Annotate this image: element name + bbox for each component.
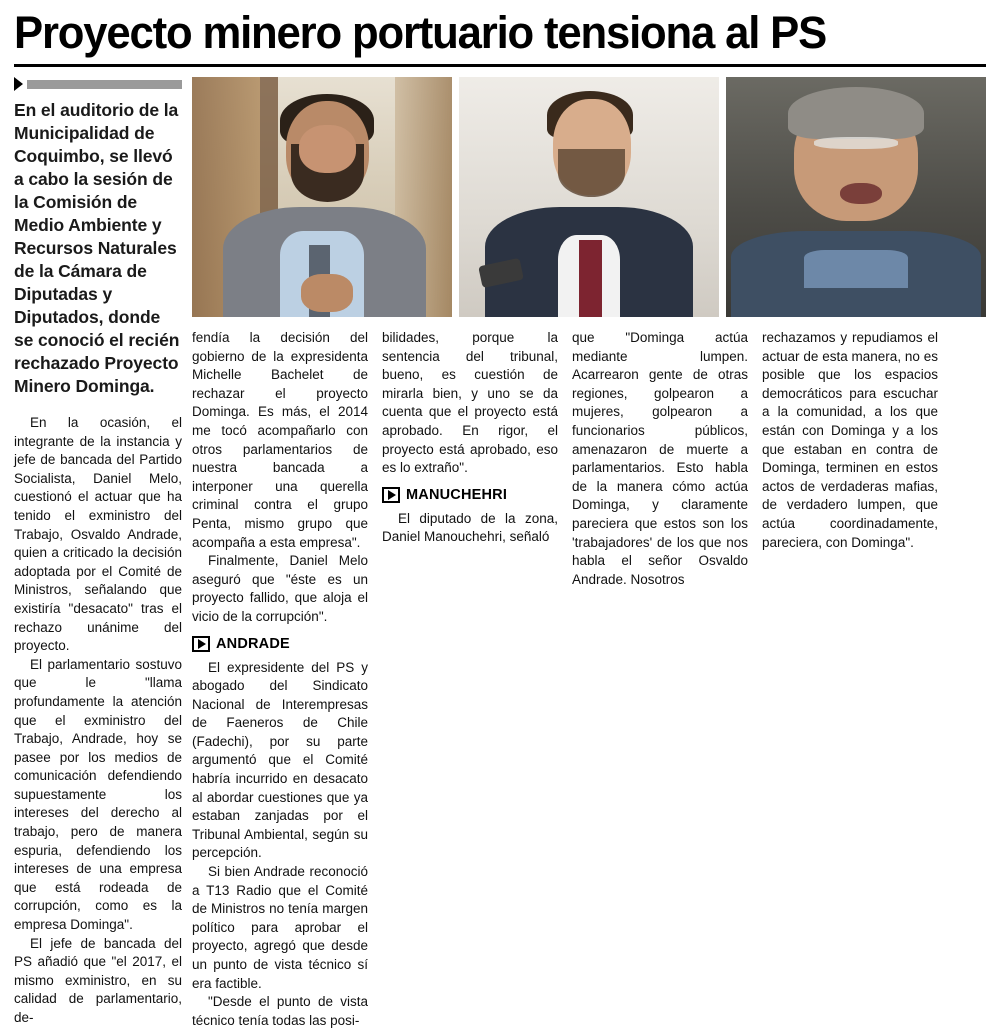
- column-3: [572, 329, 748, 1030]
- photo-row: [192, 77, 986, 317]
- play-triangle-icon: [382, 487, 400, 503]
- paragraph: "Desde el punto de vista técnico tenía todas las posi-: [192, 994, 368, 1028]
- paragraph: Finalmente, Daniel Melo aseguró que "éste es un proyecto fallido, que aloja el vicio de la corrupción".: [192, 553, 368, 624]
- section-subhead-manuchehri: [382, 487, 558, 503]
- paragraph: El jefe de bancada del PS añadió que "el 2017, el mismo exministro, en su calidad de parlamentario, de-: [14, 935, 182, 1025]
- lead-marker: [14, 77, 182, 91]
- text-columns: [192, 329, 986, 1030]
- column-1: [192, 329, 368, 1030]
- column-4: [762, 329, 938, 1030]
- lead-paragraph: En el auditorio de la Municipalidad de Coquimbo, se llevó a cabo la sesión de la Comisión de Medio Ambiente y Recursos Naturales de la Cámara de Diputadas y Diputados, donde se conoció el recién rechazado Proyecto Minero Dominga.: [14, 100, 180, 396]
- paragraph: Si bien Andrade reconoció a T13 Radio que el Comité de Ministros no tenía margen político para aprobar el proyecto, agregó que desde un punto de vista técnico sí era factible.: [192, 864, 368, 991]
- subhead-label: MANUCHEHRI: [406, 486, 508, 503]
- lead-column: [14, 77, 192, 1030]
- page-title: Proyecto minero portuario tensiona al PS: [14, 7, 827, 58]
- article-body: [0, 77, 1000, 1030]
- paragraph: El expresidente del PS y abogado del Sindicato Nacional de Interempresas de Faeneros de Chile (Fadechi), por su parte argumentó que el Comité habría incurrido en desacato al abordar cuestiones que ya estaban zanjadas por el Tribunal Ambiental, según su percepción.: [192, 659, 368, 861]
- lead-rule: [27, 80, 182, 89]
- headline-container: [0, 0, 1000, 58]
- paragraph: El parlamentario sostuvo que le "llama profundamente la atención que el exministro del Trabajo, Andrade, hoy se pasee por los medios de comunicación defendiendo supuestamente los intereses del derecho al trabajo, pero de manera espuria, defendiendo los intereses de una empresa que está rodeada de corrupción, como es la empresa Dominga".: [14, 656, 182, 933]
- lead-body: [14, 414, 182, 1028]
- photo-daniel-melo: [192, 77, 452, 317]
- paragraph: bilidades, porque la sentencia del tribunal, bueno, es cuestión de mirarla bien, y uno se da cuenta que el proyecto está aprobado. En rigor, el proyecto está aprobado, eso es lo extraño".: [382, 330, 558, 476]
- play-triangle-icon: [192, 636, 210, 652]
- paragraph: El diputado de la zona, Daniel Manouchehri, señaló: [382, 510, 558, 545]
- header-divider: [14, 64, 986, 67]
- subhead-label: ANDRADE: [216, 635, 290, 652]
- paragraph: fendía la decisión del gobierno de la expresidenta Michelle Bachelet de rechazar el proyecto Dominga. Es más, el 2014 me tocó acompañarlo con otros parlamentarios de nuestra bancada a interponer una querella criminal contra el grupo Penta, mismo grupo que acompaña a esta empresa".: [192, 330, 368, 550]
- photo-osvaldo-andrade: [726, 77, 986, 317]
- section-subhead-andrade: [192, 636, 368, 652]
- paragraph: En la ocasión, el integrante de la instancia y jefe de bancada del Partido Socialista, Daniel Melo, cuestionó el actuar que ha tenido el exministro del Trabajo, Osvaldo Andrade, quien a criticado la decisión adoptada por el Comité de Ministros, señalando que existiría "desacato" tras el rechazo unánime del proyecto.: [14, 415, 182, 654]
- column-2: [382, 329, 558, 1030]
- play-triangle-icon: [14, 77, 23, 91]
- photo-daniel-manouchehri: [459, 77, 719, 317]
- paragraph: que "Dominga actúa mediante lumpen. Acarrearon gente de otras regiones, golpearon a mujeres, golpearon a funcionarios públicos, amenazaron de muerte a parlamentarios. Esto habla de la manera cómo actúa Dominga, y claramente pareciera que estos son los 'trabajadores' de los que nos habla el señor Osvaldo Andrade. Nosotros: [572, 330, 748, 587]
- right-area: [192, 77, 986, 1030]
- paragraph: rechazamos y repudiamos el actuar de esta manera, no es posible que los espacios democráticos para escuchar a la comunidad, a los que están con Dominga y a los que estaban en contra de Dominga, terminen en estos actos de verdaderas mafias, de verdadero lumpen, que actúa coordinadamente, pareciera, con Dominga".: [762, 330, 938, 550]
